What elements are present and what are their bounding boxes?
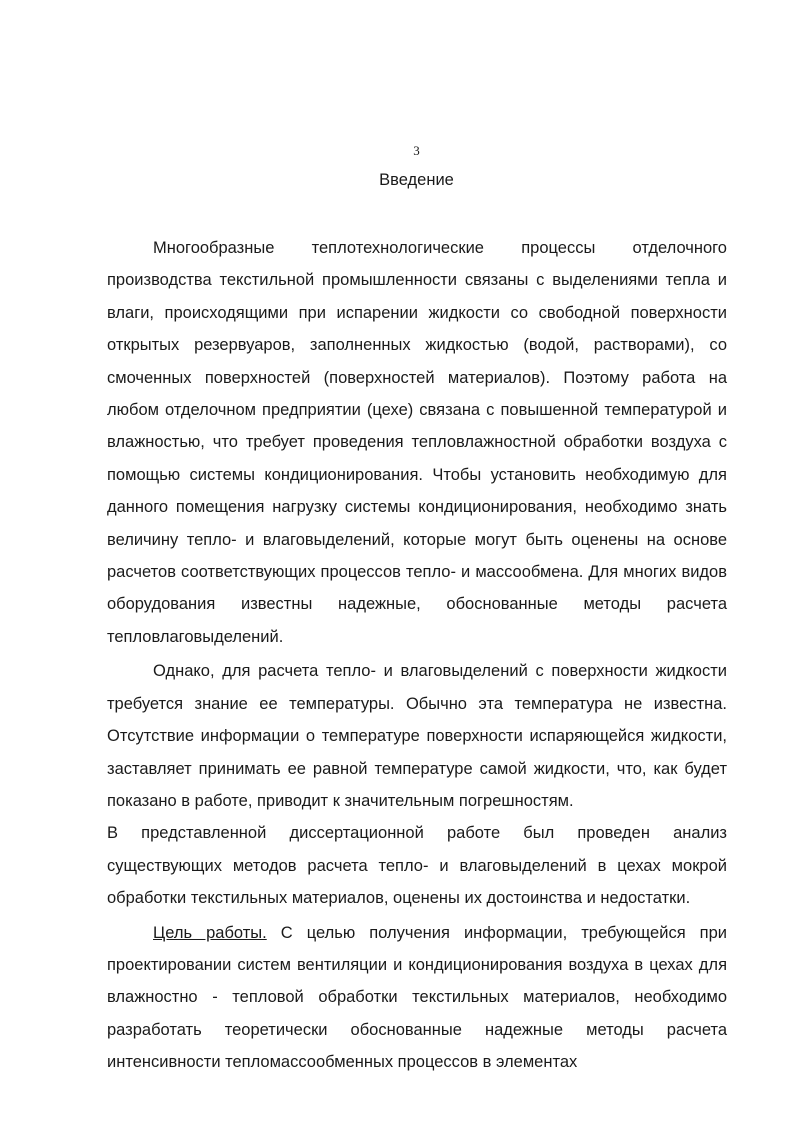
goal-label: Цель работы. (153, 923, 267, 942)
body-text (107, 232, 727, 1079)
paragraph-goal (107, 917, 727, 1079)
paragraph-analysis: В представленной диссертационной работе был проведен анализ существующих методов расчета тепло- и влаговыделений в цехах мокрой обработки текстильных материалов, оценены их достоинства и недостатки. (107, 824, 727, 908)
goal-text: С целью получения информации, требующейся при проектировании систем вентиляции и кондиционирования воздуха в цехах для влажностно - тепловой обработки текстильных материалов, необходимо разработать теоретически обоснованные надежные методы расчета интенсивности тепломассообменных процессов в элементах (107, 923, 727, 1072)
page-number: 3 (413, 143, 420, 158)
paragraph-intro: Многообразные теплотехнологические процессы отделочного производства текстильной промышленности связаны с выделениями тепла и влаги, происходящими при испарении жидкости со свободной поверхности открытых резервуаров, заполненных жидкостью (водой, растворами), со смоченных поверхностей (поверхностей материалов). Поэтому работа на любом отделочном предприятии (цехе) связана с повышенной температурой и влажностью, что требует проведения тепловлажностной обработки воздуха с помощью системы кондиционирования. Чтобы установить необходимую для данного помещения нагрузку системы кондиционирования, необходимо знать величину тепло- и влаговыделений, которые могут быть оценены на основе расчетов соответствующих процессов тепло- и массообмена. Для многих видов оборудования известны надежные, обоснованные методы расчета тепловлаговыделений. (107, 239, 727, 646)
paragraph-surface-temperature: Однако, для расчета тепло- и влаговыделений с поверхности жидкости требуется знание ее температуры. Обычно эта температура не известна. Отсутствие информации о температуре поверхности испаряющейся жидкости, заставляет принимать ее равной температуре самой жидкости, что, как будет показано в работе, приводит к значительным погрешностям. (107, 662, 727, 810)
page-title: Введение (379, 171, 454, 189)
